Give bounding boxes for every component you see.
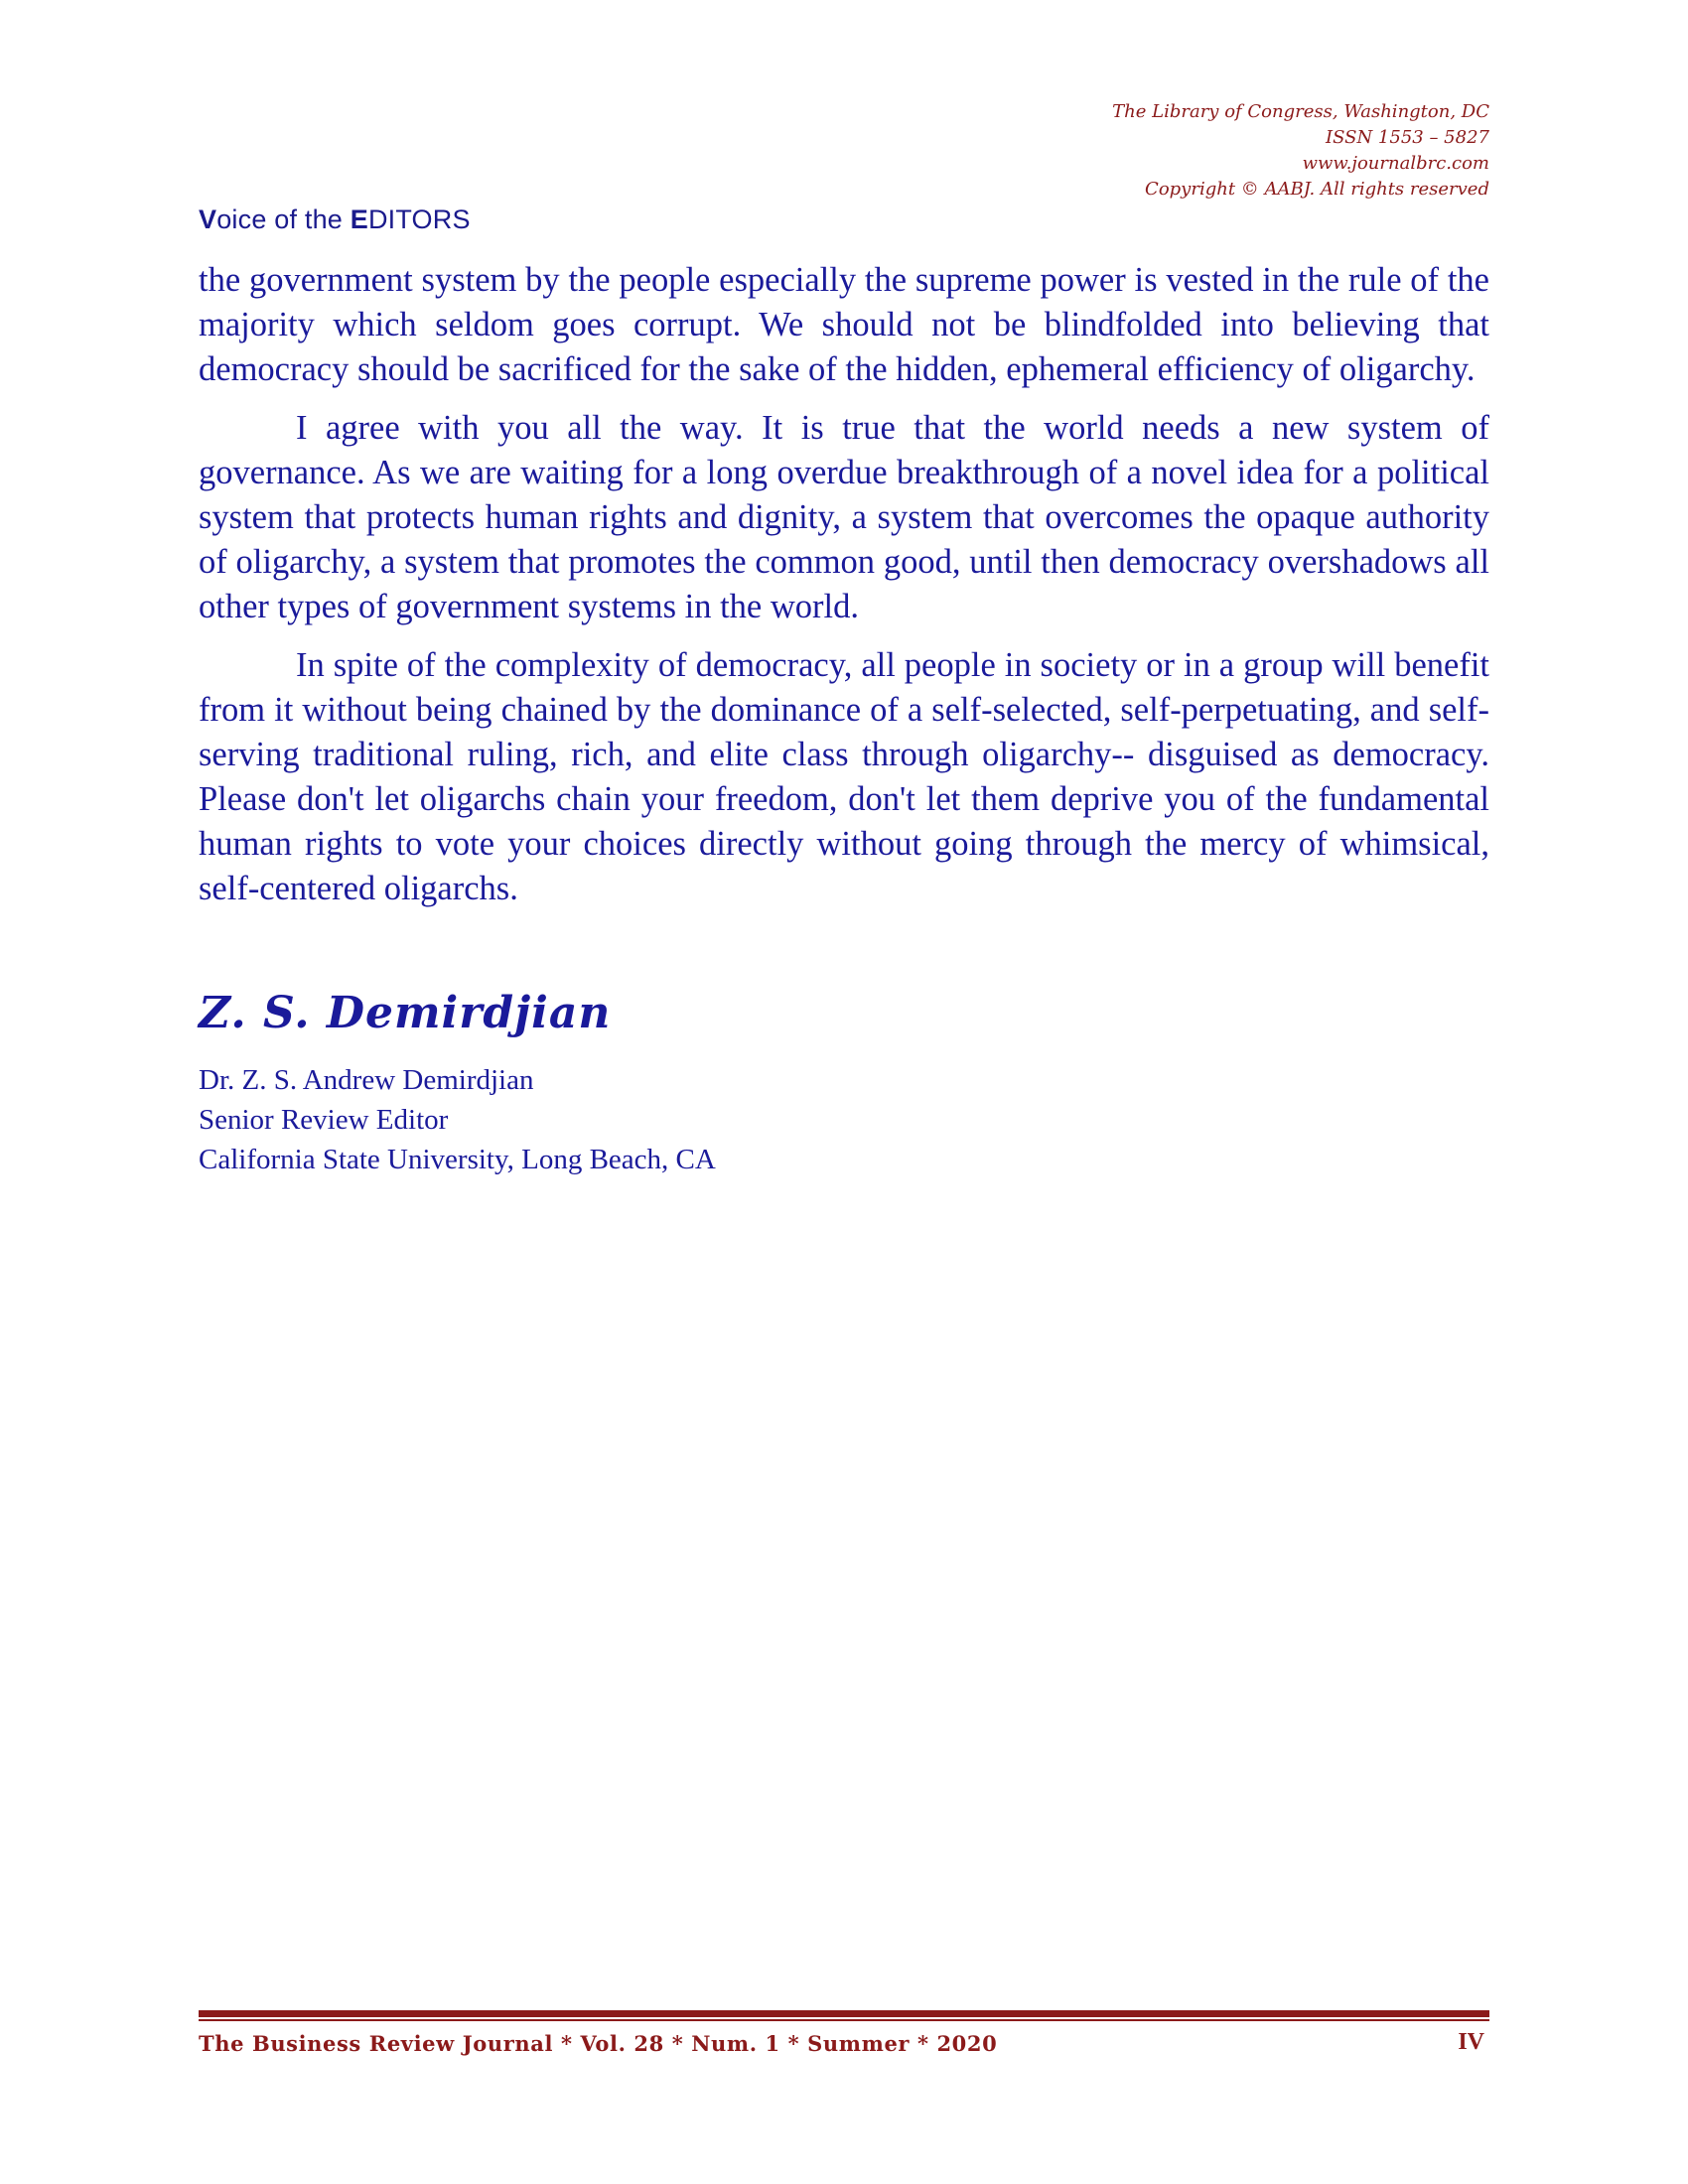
author-block xyxy=(199,1060,716,1179)
footer-divider-thin xyxy=(199,2019,1489,2021)
footer-divider-thick xyxy=(199,2010,1489,2017)
section-title-part-2: DITORS xyxy=(367,205,471,234)
header-copyright-line: Copyright © AABJ. All rights reserved xyxy=(1145,179,1489,200)
section-title-initial-v: V xyxy=(199,205,217,234)
journal-header xyxy=(1112,99,1489,203)
header-issn-line: ISSN 1553 – 5827 xyxy=(1326,127,1489,148)
article-paragraph-3: In spite of the complexity of democracy, all people in society or in a group will benefit from it without being chained by the dominance of a self-selected, self-perpetuating, and self-serving traditional ruling, rich, and elite class through oligarchy-- disguised as democracy. Please don't let oligarchs chain your freedom, don't let them deprive you of the fundamental human rights to vote your choices directly without going through the mercy of whimsical, self-centered oligarchs. xyxy=(199,646,1489,907)
section-title-initial-e: E xyxy=(350,205,368,234)
article-paragraph-2: I agree with you all the way. It is true that the world needs a new system of governance. As we are waiting for a long overdue breakthrough of a novel idea for a political system that protects human rights and dignity, a system that overcomes the opaque authority of oligarchy, a system that promotes the common good, until then democracy overshadows all other types of government systems in the world. xyxy=(199,409,1489,625)
header-website-line: www.journalbrc.com xyxy=(1302,153,1489,174)
page-number: IV xyxy=(1458,2029,1484,2055)
section-title-part-1: oice of the xyxy=(216,205,351,234)
author-affiliation: California State University, Long Beach, CA xyxy=(199,1144,716,1175)
header-library-line: The Library of Congress, Washington, DC xyxy=(1112,101,1489,122)
footer-journal-info: The Business Review Journal * Vol. 28 * Num. 1 * Summer * 2020 xyxy=(199,2031,998,2056)
article-body xyxy=(199,258,1489,925)
section-title xyxy=(199,205,471,235)
author-title: Senior Review Editor xyxy=(199,1104,449,1136)
author-name: Dr. Z. S. Andrew Demirdjian xyxy=(199,1064,534,1096)
article-paragraph-1: the government system by the people especially the supreme power is vested in the rule of the majority which seldom goes corrupt. We should not be blindfolded into believing that democracy should be sacrificed for the sake of the hidden, ephemeral efficiency of oligarchy. xyxy=(199,261,1489,388)
handwritten-signature: Z. S. Demirdjian xyxy=(199,988,612,1038)
